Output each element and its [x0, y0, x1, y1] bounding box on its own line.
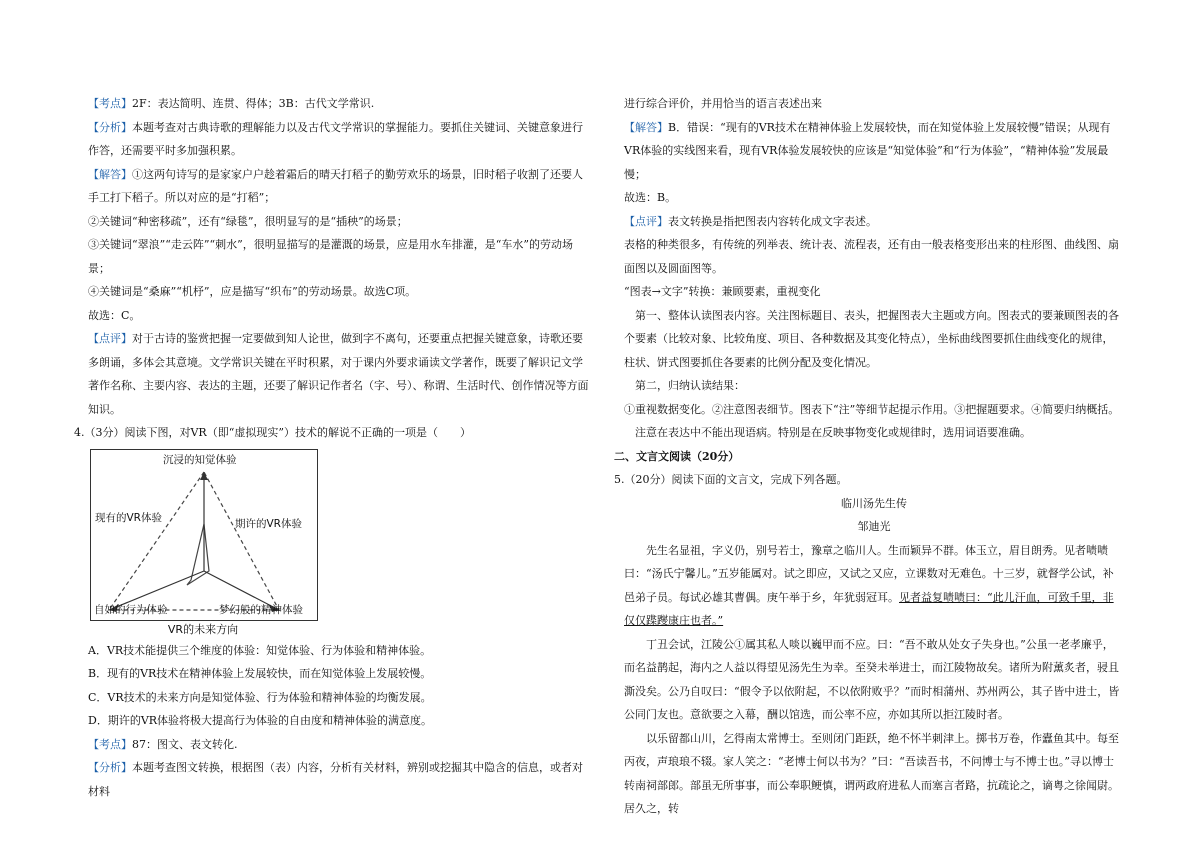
left-column	[74, 92, 590, 803]
passage-paragraph-3: 以乐留都山川，乞得南太常博士。至则闭门距跃，绝不怀半刺津上。掷书万卷，作蠹鱼其中。每至丙夜，声琅琅不辍。家人笑之：“老博士何以书为？”曰：“吾读吾书，不问博士与不博士也。”寻以博士转南祠部郎。部虽无所事事，而公奉职鲠慎，谓两政府进私人而塞言者路，抗疏论之，谪粤之徐闻尉。居久之，转	[624, 731, 1119, 815]
fenxi-tag: 【分析】	[88, 761, 132, 774]
answer-2: 故选：B。	[624, 191, 677, 204]
fenxi-continued: 进行综合评价，并用恰当的语言表述出来	[624, 97, 822, 110]
kaodian-tag: 【考点】	[88, 97, 132, 110]
jieda-tag: 【解答】	[624, 120, 668, 134]
option-c: C．VR技术的未来方向是知觉体验、行为体验和精神体验的均衡发展。	[88, 690, 432, 704]
question-5: 5.（20分）阅读下面的文言文，完成下列各题。	[614, 473, 848, 486]
right-column	[614, 92, 1124, 821]
expected-vr-triangle	[109, 472, 279, 610]
dianping-1	[88, 327, 590, 421]
dianping-tag: 【点评】	[624, 214, 668, 228]
jieda-line-3: ③关键词“翠浪”“走云阵”“刺水”，很明显描写的是灌溉的场景，应是用水车排灌，是“车水”的劳动场景；	[88, 238, 573, 275]
label-current-vr: 现有的VR体验	[95, 511, 162, 524]
label-expected-vr: 期许的VR体验	[235, 517, 302, 530]
vr-radar-figure	[90, 449, 318, 621]
passage-paragraph-2: 丁丑会试，江陵公①属其私人啖以巍甲而不应。曰：“吾不敢从处女子失身也。”公虽一老孝廉乎，而名益鹊起，海内之人益以得望见汤先生为幸。至癸未举进士，而江陵物故矣。诸所为附薰炙者，骎且澌没矣。公乃自叹曰：“假令予以依附起，不以依附败乎？”而时相蒲州、苏州两公，其子皆中进士，皆公同门友也。意欲要之入幕，酬以馆选，而公率不应，亦如其所以拒江陵时者。	[624, 637, 1120, 721]
passage-title: 临川汤先生传	[841, 496, 907, 510]
para1-text: 先生名显祖，字义仍，别号若士，豫章之临川人。生而颖异不群。体玉立，眉目朗秀。见者啧啧曰：“汤氏宁馨儿。”五岁能属对。试之即应，又试之又应，立课数对无难色。十三岁，就督学公试，补邑弟子员。每试必雄其曹偶。庚午举于乡，年犹弱冠耳。	[624, 543, 1114, 604]
question-4: 4.（3分）阅读下图，对VR（即“虚拟现实”）技术的解说不正确的一项是（ ）	[74, 426, 471, 439]
passage-author: 邹迪光	[857, 520, 891, 533]
para1-underlined: 见者益复啧啧曰：“此儿汗血，可致千里，非仅仅蹀躞康庄也者。”	[624, 590, 1114, 627]
dianping-text: 对于古诗的鉴赏把握一定要做到知人论世，做到字不离句，还要重点把握关键意象，诗歌还要多朗诵，多体会其意境。文学常识关键在平时积累，对于课内外要求诵读文学著作，既要了解识记文学著作名称、主要内容、表达的主题，还要了解识记作者名（字、号）、称谓、生活时代、创作情况等方面知识。	[88, 332, 589, 416]
answer-1: 故选：C。	[88, 308, 141, 322]
fenxi-2	[88, 756, 590, 803]
dianping-2	[624, 210, 1124, 234]
tips-paragraph: ①重视数据变化。②注意图表细节。图表下“注”等细节起提示作用。③把握题要求。④简要归纳概括。	[624, 402, 1120, 416]
kaodian-text: 87：图文、表文转化.	[132, 737, 238, 751]
section-heading: 二、文言文阅读（20分）	[614, 449, 740, 463]
radar-chart-svg	[91, 450, 317, 620]
dianping-tag: 【点评】	[88, 332, 132, 345]
fenxi-text: 本题考查图文转换，根据图（表）内容，分析有关材料，辨别或挖掘其中隐含的信息，或者对材料	[88, 761, 583, 798]
option-a: A．VR技术能提供三个维度的体验：知觉体验、行为体验和精神体验。	[88, 643, 432, 657]
chart-types-paragraph: 表格的种类很多，有传统的列举表、统计表、流程表，还有由一般表格变形出来的柱形图、曲线图、扇面图以及圆面图等。	[624, 238, 1119, 275]
kaodian-tag: 【考点】	[88, 737, 132, 751]
fenxi-1	[88, 116, 590, 163]
jieda-text: B．错误：“现有的VR技术在精神体验上发展较快，而在知觉体验上发展较慢”错误；从现有VR体验的实线图来看，现有VR体验发展较快的应该是“知觉体验”和“行为体验”，“精神体验”发展最慢；	[624, 120, 1111, 181]
step-two-heading: 第二，归纳认读结果：	[635, 379, 745, 392]
label-perception: 沉浸的知觉体验	[163, 453, 237, 466]
kaodian-2	[88, 733, 590, 757]
step-one-paragraph: 第一、整体认读图表内容。关注图标题目、表头，把握图表大主题或方向。图表式的要兼顾图表的各个要素（比较对象、比较角度、项目、各种数据及其变化特点），坐标曲线图要抓住曲线变化的规律，柱状、饼式图要抓住各要素的比例分配及变化情况。	[624, 308, 1119, 369]
fenxi-text: 本题考查对古典诗歌的理解能力以及古代文学常识的掌握能力。要抓住关键词、关键意象进行作答，还需要平时多加强积累。	[88, 120, 583, 157]
kaodian-text: 2F：表达简明、连贯、得体；3B：古代文学常识.	[132, 97, 375, 110]
kaodian-1	[88, 92, 590, 116]
jieda-text: ①这两句诗写的是家家户户趁着霜后的晴天打稻子的勤劳欢乐的场景，旧时稻子收割了还要人手工打下稻子。所以对应的是“打稻”；	[88, 167, 583, 204]
jieda-1	[88, 163, 590, 210]
conversion-heading: “图表→文字”转换：兼顾要素，重视变化	[624, 285, 821, 298]
note-paragraph: 注意在表达中不能出现语病。特别是在反映事物变化或规律时，选用词语要准确。	[635, 426, 1031, 439]
option-b: B．现有的VR技术在精神体验上发展较快，而在知觉体验上发展较慢。	[88, 667, 432, 680]
label-spirit: 梦幻般的精神体验	[219, 603, 303, 616]
arrow-top-icon	[200, 472, 208, 480]
option-d: D．期许的VR体验将极大提高行为体验的自由度和精神体验的满意度。	[88, 714, 433, 727]
jieda-tag: 【解答】	[88, 167, 132, 181]
jieda-line-4: ④关键词是“桑麻”“机杼”，应是描写“织布”的劳动场景。故选C项。	[88, 285, 417, 298]
figure-caption: VR的未来方向	[167, 622, 239, 636]
passage-paragraph-1	[624, 539, 1124, 633]
jieda-line-2: ②关键词“种密移疏”，还有“绿毯”，很明显写的是“插秧”的场景；	[88, 214, 408, 228]
current-vr-shape	[187, 524, 209, 585]
jieda-2	[624, 116, 1124, 187]
fenxi-tag: 【分析】	[88, 120, 132, 134]
label-behavior: 自如的行为体验	[94, 603, 168, 616]
dianping-text: 表文转换是指把图表内容转化成文字表述。	[668, 214, 877, 228]
